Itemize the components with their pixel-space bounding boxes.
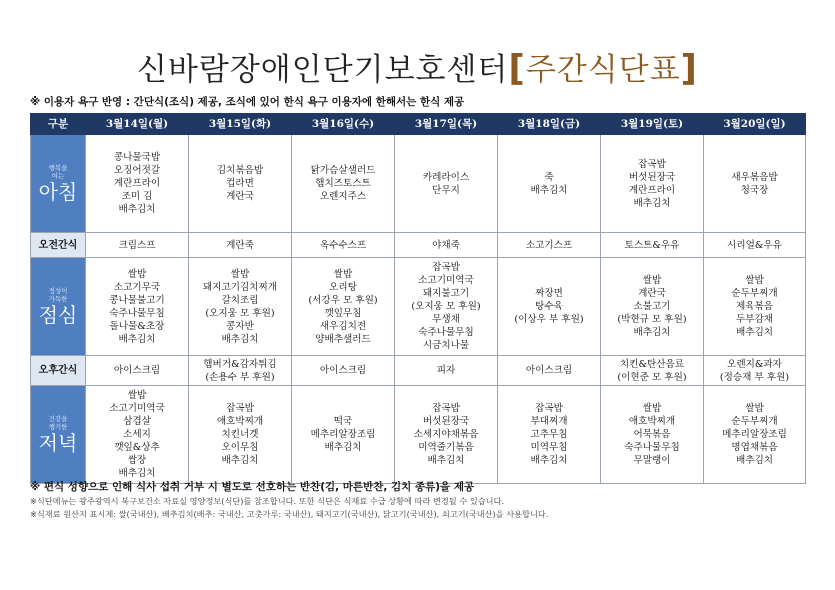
menu-item: 조미 김 xyxy=(121,191,153,202)
menu-item: 콩자반 xyxy=(226,320,254,332)
menu-cell xyxy=(292,135,395,233)
menu-item: (이상우 부 후원) xyxy=(514,314,584,325)
menu-item: (정승재 부 후원) xyxy=(719,371,790,383)
meal-label-morning-snack: 오전간식 xyxy=(31,233,86,258)
meal-desc: 여는 xyxy=(51,171,65,180)
menu-item: 오징어젓갈 xyxy=(113,165,161,176)
menu-item: 새우볶음밥 xyxy=(731,171,778,183)
menu-item: 미역줄기볶음 xyxy=(418,442,474,453)
header-row xyxy=(31,114,806,135)
day-header: 3월20일(일) xyxy=(704,114,806,135)
menu-cell xyxy=(189,233,292,258)
menu-item: 쌀밥 xyxy=(745,275,764,286)
meal-desc: 건강을 xyxy=(48,414,68,423)
menu-cell xyxy=(601,258,704,356)
menu-cell xyxy=(498,135,601,233)
menu-cell xyxy=(601,233,704,258)
menu-item: 무생채 xyxy=(432,314,460,325)
meal-desc: 정성이 xyxy=(48,286,68,295)
menu-item: 오리탕 xyxy=(329,281,357,293)
menu-item: 버섯된장국 xyxy=(422,416,470,427)
menu-cell xyxy=(189,135,292,233)
menu-item: 햄버거&감자튀김 xyxy=(203,358,277,370)
menu-item: 메추리알장조림 xyxy=(310,429,376,440)
menu-item: 배추김치 xyxy=(324,442,362,453)
menu-item: 오렌지주스 xyxy=(319,191,367,202)
note-source: ※식단메뉴는 광주광역시 북구보건소 자료실 영양정보(식단)를 참조합니다. 또한 식단은 식재료 수급 상황에 따라 변경될 수 있습니다. xyxy=(30,496,505,506)
menu-cell xyxy=(395,233,498,258)
title-bracket-open: [ xyxy=(508,48,526,89)
menu-item: 애호박찌개 xyxy=(216,416,264,427)
menu-item: 계란프라이 xyxy=(113,178,161,189)
menu-item: 카레라이스 xyxy=(422,171,470,183)
title-subtitle: 주간식단표 xyxy=(525,52,681,88)
center-name: 신바람장애인단기보호센터 xyxy=(137,52,509,88)
meal-label-lunch xyxy=(31,258,86,356)
menu-cell xyxy=(601,356,704,386)
menu-item: 소세지야채볶음 xyxy=(413,429,479,440)
menu-item: 컵라면 xyxy=(226,178,254,189)
menu-cell xyxy=(704,386,806,484)
menu-item: 무말랭이 xyxy=(633,455,671,466)
menu-cell xyxy=(704,135,806,233)
menu-item: 야채죽 xyxy=(432,239,460,251)
menu-cell xyxy=(498,233,601,258)
menu-item: 배추김치 xyxy=(118,333,156,345)
menu-item: (손용수 부 후원) xyxy=(205,371,275,383)
menu-item: 양배추샐러드 xyxy=(315,333,371,345)
menu-item: 배추김치 xyxy=(221,455,259,466)
menu-item: 잡곡밥 xyxy=(432,262,460,273)
menu-item: 오이무침 xyxy=(221,442,259,453)
menu-cell xyxy=(86,258,189,356)
menu-item: 고추무침 xyxy=(530,429,568,440)
menu-item: (이현준 모 후원) xyxy=(617,371,687,383)
menu-cell xyxy=(395,258,498,356)
menu-item: 숙주나물무침 xyxy=(624,442,680,453)
menu-item: 배추김치 xyxy=(530,184,568,196)
menu-item: 삼겹살 xyxy=(123,416,151,427)
menu-item: 잡곡밥 xyxy=(638,158,666,170)
menu-item: 닭가슴살샐러드 xyxy=(310,165,376,176)
row-morning-snack xyxy=(31,233,806,258)
menu-item: 쌀밥 xyxy=(127,390,147,401)
meal-label-afternoon-snack: 오후간식 xyxy=(31,356,86,386)
menu-item: 아이스크림 xyxy=(319,365,367,376)
menu-item: 소고기스프 xyxy=(525,239,573,251)
menu-item: 제육볶음 xyxy=(735,301,774,312)
menu-cell xyxy=(189,386,292,484)
header-label: 구분 xyxy=(31,114,86,135)
menu-item: 배추김치 xyxy=(221,333,259,345)
menu-cell xyxy=(189,356,292,386)
menu-item: 크림스프 xyxy=(118,239,156,251)
menu-item: 배추김치 xyxy=(633,327,671,338)
meal-label-dinner xyxy=(31,386,86,484)
menu-item: 오렌지&과자 xyxy=(727,358,782,370)
day-header: 3월18일(금) xyxy=(498,114,601,135)
menu-item: 잡곡밥 xyxy=(226,403,254,414)
day-header: 3월14일(월) xyxy=(86,114,189,135)
menu-item: 시리얼&우유 xyxy=(727,239,782,251)
menu-item: 계란프라이 xyxy=(628,184,676,196)
menu-item: 소고기미역국 xyxy=(109,403,165,414)
menu-item: 콩나물불고기 xyxy=(109,294,165,306)
menu-item: 명엽채볶음 xyxy=(731,442,778,453)
row-breakfast xyxy=(31,135,806,233)
menu-item: 돼지불고기 xyxy=(422,288,470,299)
menu-item: (오지웅 모 후원) xyxy=(411,301,481,312)
row-lunch xyxy=(31,258,806,356)
menu-item: 계란죽 xyxy=(226,239,254,251)
menu-cell xyxy=(704,233,806,258)
menu-cell xyxy=(86,233,189,258)
meal-desc: 챙기한 xyxy=(48,422,68,431)
menu-item: 순두부찌개 xyxy=(731,416,778,427)
menu-item: 쌈장 xyxy=(127,455,147,466)
menu-item: 쌀밥 xyxy=(127,268,147,280)
note-preference: ※ 편식 성향으로 인해 식사 섭취 거부 시 별도로 선호하는 반찬(김, 마른반찬, 김치 종류)을 제공 xyxy=(30,481,475,493)
menu-cell xyxy=(86,356,189,386)
menu-item: 깻잎&상추 xyxy=(114,442,160,453)
menu-item: 미역무침 xyxy=(530,442,568,453)
menu-item: 배추김치 xyxy=(118,204,156,215)
menu-cell xyxy=(601,135,704,233)
menu-item: (서강우 모 후원) xyxy=(308,294,378,306)
menu-item: 짜장면 xyxy=(535,288,563,299)
menu-cell xyxy=(395,386,498,484)
row-dinner xyxy=(31,386,806,484)
footer-notes xyxy=(30,479,820,520)
menu-item: 콩나물국밥 xyxy=(113,152,161,163)
menu-cell xyxy=(292,258,395,356)
menu-item: 깻잎무침 xyxy=(324,307,362,319)
menu-cell xyxy=(395,135,498,233)
menu-item: 쌀밥 xyxy=(230,268,250,280)
meal-name: 점심 xyxy=(38,302,78,327)
row-afternoon-snack xyxy=(31,356,806,386)
menu-item: 치킨너겟 xyxy=(221,429,259,440)
title-bracket-close: ] xyxy=(680,48,698,89)
menu-item: 배추김치 xyxy=(633,197,671,209)
menu-item: 부대찌개 xyxy=(530,416,568,427)
menu-item: 배추김치 xyxy=(735,327,774,338)
menu-item: 돼지고기김치찌개 xyxy=(202,281,278,293)
menu-cell xyxy=(498,258,601,356)
meal-name: 저녁 xyxy=(38,430,78,455)
menu-item: 아이스크림 xyxy=(525,365,573,376)
menu-item: 시금치나물 xyxy=(422,340,470,351)
menu-cell xyxy=(704,258,806,356)
meal-desc: 가득한 xyxy=(48,294,68,303)
menu-item: (박현규 모 후원) xyxy=(617,314,687,325)
menu-cell xyxy=(292,386,395,484)
day-header: 3월16일(수) xyxy=(292,114,395,135)
menu-cell xyxy=(395,356,498,386)
menu-item: 피자 xyxy=(436,365,456,376)
menu-item: 새우김치전 xyxy=(319,320,367,332)
menu-item: (오지웅 모 후원) xyxy=(205,307,275,319)
note-origin: ※식재료 원산지 표시제: 쌀(국내산), 배추김치(배추: 국내산, 고춧가루: 국내산), 돼지고기(국내산), 닭고기(국내산), 쇠고기(국내산)을 사용합니다. xyxy=(30,509,549,519)
menu-item: 소불고기 xyxy=(633,301,671,312)
day-header: 3월17일(목) xyxy=(395,114,498,135)
menu-item: 쌀밥 xyxy=(642,403,662,414)
menu-item: 잡곡밥 xyxy=(432,403,460,414)
meal-label-breakfast xyxy=(31,135,86,233)
menu-cell xyxy=(86,135,189,233)
menu-item: 치킨&탄산음료 xyxy=(619,358,685,370)
menu-item: 숙주나물무침 xyxy=(109,307,165,319)
notice-top: ※ 이용자 욕구 반영 : 간단식(조식) 제공, 조식에 있어 한식 욕구 이용자에 한해서는 한식 제공 xyxy=(30,96,465,108)
menu-item: 잡곡밥 xyxy=(535,403,563,414)
menu-item: 단무지 xyxy=(432,184,460,196)
menu-item: 숙주나물무침 xyxy=(418,327,474,338)
menu-item: 아이스크림 xyxy=(113,365,161,376)
menu-item: 갈치조림 xyxy=(221,294,259,306)
menu-item: 옥수수스프 xyxy=(319,239,367,251)
menu-item: 배추김치 xyxy=(427,455,465,466)
menu-item: 소고기미역국 xyxy=(418,275,474,286)
menu-item: 배추김치 xyxy=(530,455,568,466)
page-title xyxy=(0,44,835,89)
menu-item: 청국장 xyxy=(740,184,769,196)
menu-item: 김치볶음밥 xyxy=(216,165,264,176)
menu-cell xyxy=(601,386,704,484)
menu-cell xyxy=(189,258,292,356)
meal-name: 아침 xyxy=(38,179,78,204)
menu-cell xyxy=(292,233,395,258)
menu-item: 소세지 xyxy=(123,429,151,440)
menu-item: 쌀밥 xyxy=(333,268,353,280)
menu-item: 돌나물&초장 xyxy=(109,320,165,332)
menu-item: 어묵볶음 xyxy=(633,429,671,440)
menu-item: 햄치즈토스트 xyxy=(315,178,371,189)
menu-item: 버섯된장국 xyxy=(628,171,676,183)
menu-cell xyxy=(704,356,806,386)
menu-item: 쌀밥 xyxy=(745,403,764,414)
menu-item: 떡국 xyxy=(333,416,353,427)
menu-item: 쌀밥 xyxy=(642,275,662,286)
menu-cell xyxy=(498,356,601,386)
weekly-menu-table xyxy=(30,113,806,484)
menu-item: 소고기무국 xyxy=(113,281,161,293)
menu-item: 메추리알장조림 xyxy=(722,429,787,440)
menu-item: 죽 xyxy=(544,171,554,183)
menu-item: 배추김치 xyxy=(735,455,774,466)
menu-item: 토스트&우유 xyxy=(624,239,680,251)
day-header: 3월15일(화) xyxy=(189,114,292,135)
menu-item: 계란국 xyxy=(226,191,254,202)
menu-cell xyxy=(86,386,189,484)
menu-cell xyxy=(498,386,601,484)
menu-cell xyxy=(292,356,395,386)
menu-item: 계란국 xyxy=(638,288,666,299)
menu-item: 순두부찌개 xyxy=(731,288,778,299)
menu-item: 애호박찌개 xyxy=(628,416,676,427)
day-header: 3월19일(토) xyxy=(601,114,704,135)
menu-item: 탕수육 xyxy=(535,301,563,312)
menu-item: 배추김치 xyxy=(118,468,156,479)
meal-desc: 행복을 xyxy=(48,163,68,172)
menu-item: 두부감채 xyxy=(735,314,774,325)
